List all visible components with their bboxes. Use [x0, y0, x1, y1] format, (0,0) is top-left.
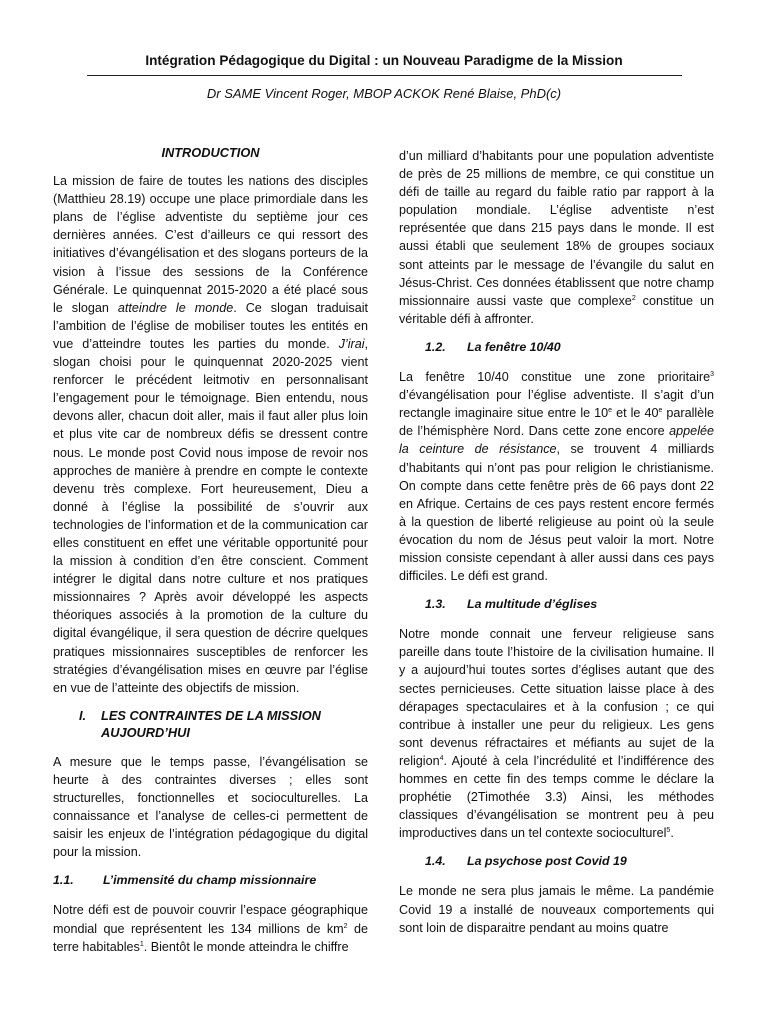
subsection-1-4-paragraph: Le monde ne sera plus jamais le même. La pandémie Covid 19 a installé de nouveaux comportements qui sont loin de disparaitre pendant au moins quatre	[399, 884, 714, 935]
section-1-paragraph: A mesure que le temps passe, l’évangélisation se heurte à des contraintes diverses ; elles sont structurelles, fonctionnelles et socioculturelles. La connaissance et l’analyse de celles-ci permettent de saisir les enjeux de l’intégration pédagogique du digital pour la mission.	[53, 754, 368, 860]
s12-superscript-c: e	[658, 407, 663, 415]
s11-text-c-part2: d’un milliard d’habitants pour une population adventiste de près de 25 millions de membre, ce qui constitue un défi de taille au regard du faible ratio par rapport à la population mondiale. L’église adventiste n’est représentée que dans 215 pays dans le monde. Il est aussi établi que seulement 18% de groupes sociaux sont atteints par le message de l’évangile du salut en Jésus-Christ. Ces données établissent que notre champ missionnaire aussi vaste que complexe	[399, 149, 714, 308]
introduction-paragraph	[53, 172, 368, 697]
s11-text-c-part1: . Bientôt le monde atteindra le chiffre	[143, 939, 349, 954]
left-column	[53, 144, 368, 964]
intro-emphasis-1: atteindre le monde	[117, 300, 234, 315]
subsection-1-4-number: 1.4.	[425, 854, 446, 869]
s11-text-b: de terre habitables	[53, 921, 368, 954]
s11-text-a: Notre défi est de pouvoir couvrir l’espace géographique mondial que représentent les 134 millions de km	[53, 903, 368, 936]
s12-superscript-b: e	[608, 407, 613, 415]
subsection-1-2-title: La fenêtre 10/40	[467, 339, 561, 354]
s13-text-a: Notre monde connait une ferveur religieuse sans pareille dans toute l’histoire de la civilisation humaine. Il y a aujourd’hui toutes sortes d’églises autant que des sectes pernicieuses. Cette situation laisse place à des dérapages spectaculaires et à la confusion ; ce qui contribue à installer une peur du religieux. Les gens sont devenus réfractaires et méfiants au sujet de la religion	[399, 627, 714, 768]
section-1-number: I.	[79, 707, 87, 723]
intro-emphasis-2: J’irai	[338, 336, 365, 351]
subsection-1-1-paragraph-continued	[399, 147, 714, 328]
s12-text-d: parallèle de l’hémisphère Nord. Dans cette zone encore	[399, 406, 714, 439]
footnote-ref-3[interactable]: 3	[710, 370, 714, 378]
footnote-ref-5[interactable]: 5	[666, 827, 671, 835]
subsection-1-1-heading	[53, 871, 368, 889]
subsection-1-2-paragraph	[399, 368, 714, 585]
s12-text-c: et le 40	[612, 406, 659, 421]
intro-text-3: , slogan choisi pour le quinquennat 2020-2025 vient renforcer le précédent leitmotiv en personnalisant l’engagement pour le témoignage. Bien entendu, nous devons aller, chacun doit aller, mais il faut aller plus loin et plus vite car de nombreux défis se dressent contre nous. Le monde post Covid nous impose de revoir nos approches de manière à prendre en compte le contexte devenu très complexe. Fort heureusement, Dieu a donné à l’église la possibilité de s’ouvrir aux technologies de l’information et de la communication car elles constituent en effet une véritable opportunité pour la mission à condition d’en être conscient. Comment intégrer le digital dans notre culture et nos pratiques missionnaires ? Après avoir développé les aspects théoriques associés à la promotion de la culture du digital évangélique, il sera question de décrire quelques pratiques missionnaires susceptibles de renforcer les stratégies d’évangélisation mises en œuvre par l’église en vue de l’atteinte des objectifs de mission.	[53, 336, 368, 695]
subsection-1-1-title: L’immensité du champ missionnaire	[103, 873, 317, 888]
subsection-1-3-heading	[399, 595, 714, 613]
s11-text-d: constitue un véritable défi à affronter.	[399, 293, 714, 326]
subsection-1-1-paragraph-start	[53, 901, 368, 955]
subsection-1-4-title: La psychose post Covid 19	[467, 854, 627, 869]
section-1-heading	[53, 707, 368, 741]
intro-text-2: . Ce slogan traduisait l’ambition de l’église de mobiliser toutes les entités en vue d’atteindre toutes les parties du monde.	[53, 300, 368, 351]
subsection-1-3-paragraph	[399, 625, 714, 842]
s13-text-b: . Ajouté à cela l’incrédulité et l’indifférence des hommes en cette fin des temps comme le déclare la prophétie (2Timothée 3.3) Ainsi, les méthodes classiques d’évangélisation se montrent peu à peu improductives dans un tel contexte socioculturel	[399, 753, 714, 841]
s11-superscript-a: 2	[343, 922, 348, 930]
s12-emphasis: appelée la ceinture de résistance	[399, 424, 714, 457]
title-rule	[87, 75, 682, 76]
s12-text-b: d’évangélisation pour l’église adventiste. Il s’agit d’un rectangle imaginaire situe entre le 10	[399, 388, 714, 421]
subsection-1-2-heading	[399, 338, 714, 356]
subsection-1-4-heading	[399, 852, 714, 870]
page-title: Intégration Pédagogique du Digital : un Nouveau Paradigme de la Mission	[145, 53, 623, 68]
s12-text-e: , se trouvent 4 milliards d’habitants qui n’ont pas pour religion le christianisme. On compte dans cette fenêtre près de 66 pays dont 22 en Afrique. Certains de ces pays restent encore fermés à la question de liberté religieuse au point où la seule évocation du nom de Jésus peut valoir la mort. Notre mission consiste cependant à aller aussi dans ces pays difficiles. Le défi est grand.	[399, 442, 714, 584]
s13-text-c: .	[670, 826, 674, 841]
footnote-ref-2[interactable]: 2	[631, 294, 636, 302]
subsection-1-2-number: 1.2.	[425, 339, 446, 354]
authors: Dr SAME Vincent Roger, MBOP ACKOK René Blaise, PhD(c)	[206, 86, 562, 101]
footnote-ref-1[interactable]: 1	[139, 940, 144, 948]
intro-text-1: La mission de faire de toutes les nations des disciples (Matthieu 28.19) occupe une place primordiale dans les plans de l’église adventiste du septième jour ces dernières années. C’est d’ailleurs ce qui ressort des initiatives d’évangélisation et des slogans porteurs de la vision à l’issue des sessions de la Conférence Générale. Le quinquennat 2015-2020 a été placé sous le slogan	[53, 174, 368, 315]
subsection-1-1-number: 1.1.	[53, 873, 74, 888]
right-column	[399, 147, 714, 945]
subsection-1-3-title: La multitude d’églises	[467, 597, 598, 612]
section-1-title: LES CONTRAINTES DE LA MISSION AUJOURD’HUI	[101, 707, 321, 740]
introduction-heading: INTRODUCTION	[161, 145, 260, 160]
s12-text-a: La fenêtre 10/40 constitue une zone prioritaire	[399, 370, 711, 385]
subsection-1-3-number: 1.3.	[425, 597, 446, 612]
footnote-ref-4[interactable]: 4	[439, 754, 444, 762]
